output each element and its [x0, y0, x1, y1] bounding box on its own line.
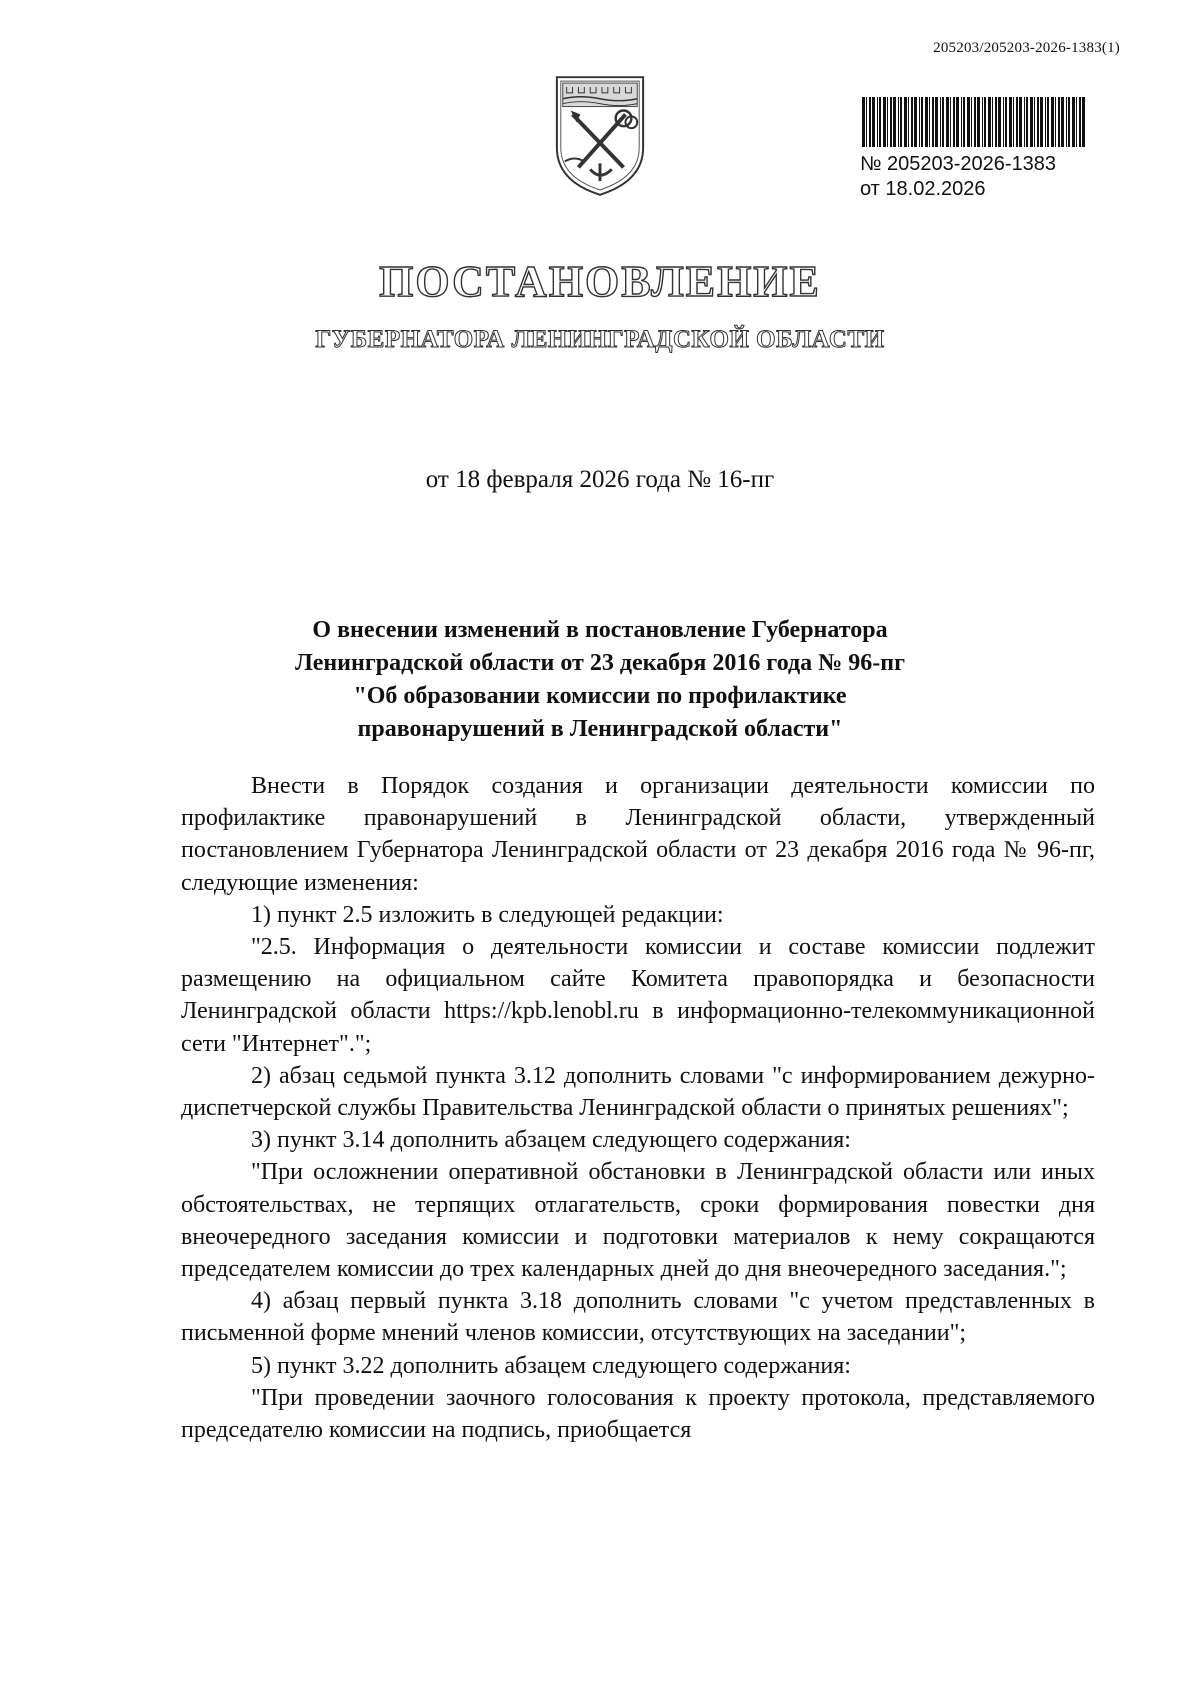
document-title: [170, 614, 1030, 746]
amendment-item: 1) пункт 2.5 изложить в следующей редакции:: [251, 901, 724, 928]
barcode-icon: [860, 97, 1090, 147]
amendment-item: 4) абзац первый пункта 3.18 дополнить словами "с учетом представленных в письменной форме мнений членов комиссии, отсутствующих на заседании";: [181, 1288, 1095, 1347]
body-paragraph: "2.5. Информация о деятельности комиссии и составе комиссии подлежит размещению на официальном сайте Комитета правопорядка и безопасности Ленинградской области https://kpb.lenobl.ru в информационно-телекоммуникационной сети "Интернет".";: [181, 934, 1095, 1057]
title-line: "Об образовании комиссии по профилактике: [353, 683, 847, 709]
amendment-item: 2) абзац седьмой пункта 3.12 дополнить словами "с информированием дежурно-диспетчерской службы Правительства Ленинградской области о принятых решениях";: [181, 1062, 1095, 1122]
document-body: [181, 770, 1095, 1446]
coat-of-arms-icon: [551, 70, 649, 200]
body-paragraph: "При осложнении оперативной обстановки в Ленинградской области или иных обстоятельствах, не терпящих отлагательств, сроки формирования повестки дня внеочередного заседания комиссии и подготовки материалов к нему сокращаются председателем комиссии до трех календарных дней до дня внеочередного заседания.";: [181, 1159, 1095, 1283]
document-code: 205203/205203-2026-1383(1): [933, 40, 1120, 56]
registration-stamp: [860, 152, 1056, 202]
amendment-item: 5) пункт 3.22 дополнить абзацем следующего содержания:: [251, 1352, 851, 1379]
body-paragraph: "При проведении заочного голосования к проекту протокола, представляемого председателю комиссии на подпись, приобщается: [181, 1384, 1095, 1444]
amendment-item: 3) пункт 3.14 дополнить абзацем следующего содержания:: [251, 1127, 851, 1154]
body-paragraph: Внести в Порядок создания и организации деятельности комиссии по профилактике правонарушений в Ленинградской области, утвержденный постановлением Губернатора Ленинградской области от 23 декабря 2016 года № 96-пг, следующие изменения:: [181, 773, 1095, 896]
registration-number: № 205203-2026-1383: [860, 153, 1057, 175]
document-type-heading: ПОСТАНОВЛЕНИЕ: [379, 257, 821, 306]
issuing-authority: ГУБЕРНАТОРА ЛЕНИНГРАДСКОЙ ОБЛАСТИ: [315, 326, 885, 353]
registration-date: от 18.02.2026: [860, 178, 986, 200]
title-line: правонарушений в Ленинградской области": [357, 716, 843, 742]
title-line: Ленинградской области от 23 декабря 2016 года № 96-пг: [294, 650, 906, 676]
title-line: О внесении изменений в постановление Губернатора: [312, 617, 888, 643]
document-date-number: от 18 февраля 2026 года № 16-пг: [425, 466, 775, 493]
